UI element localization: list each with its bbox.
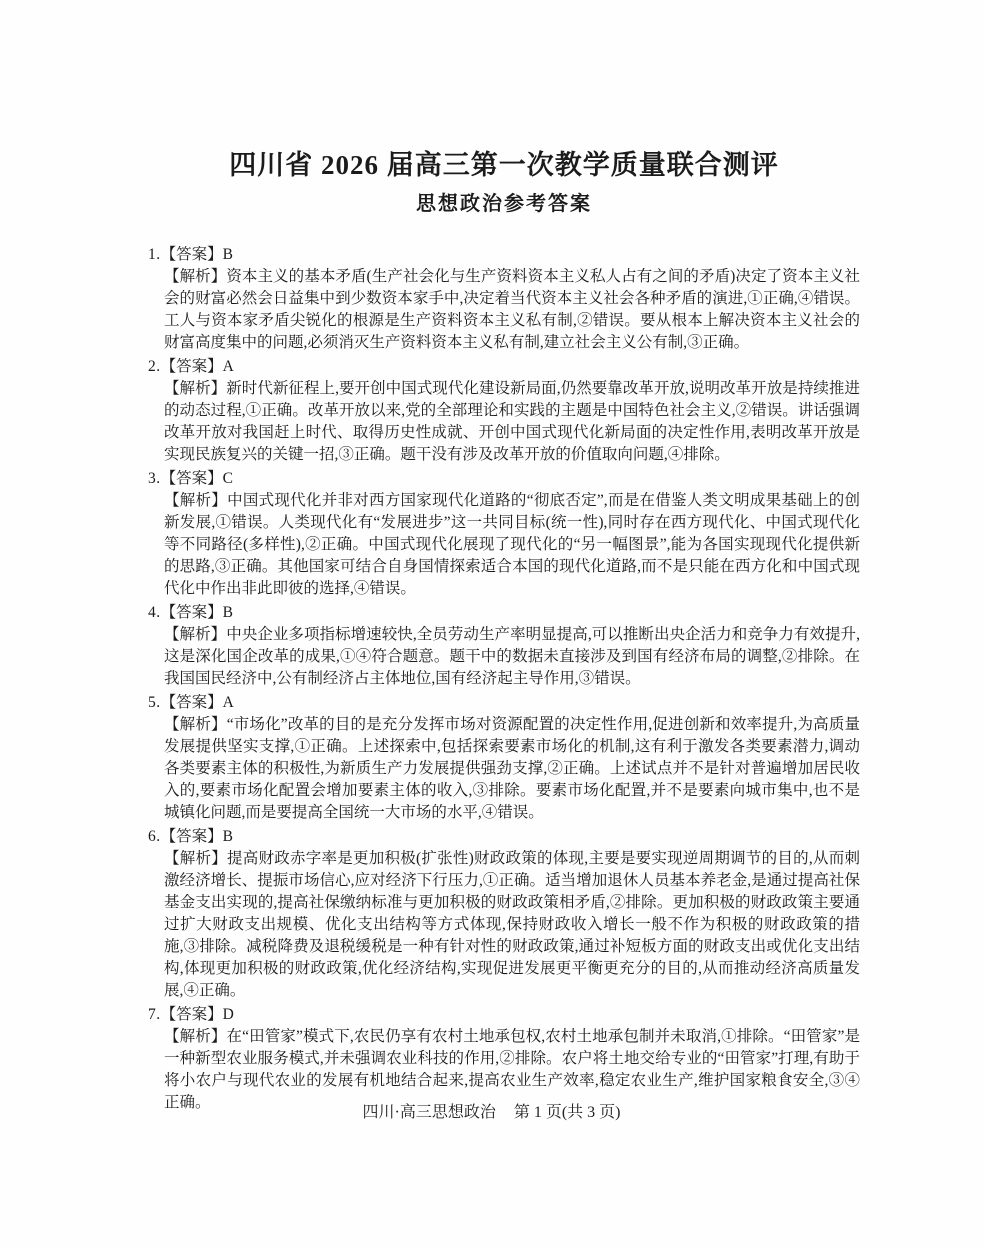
question-6 bbox=[148, 826, 860, 1002]
analysis-body: 新时代新征程上,要开创中国式现代化建设新局面,仍然要靠改革开放,说明改革开放是持续推进的动态过程,①正确。改革开放以来,党的全部理论和实践的主题是中国特色社会主义,②错误。讲话强调改革开放对我国赶上时代、取得历史性成就、开创中国式现代化新局面的决定性作用,表明改革开放是实现民族复兴的关键一招,③正确。题干没有涉及改革开放的价值取向问题,④排除。 bbox=[164, 380, 860, 463]
question-number: 6. bbox=[148, 828, 161, 845]
answer-line bbox=[148, 1004, 860, 1026]
analysis-body: 在“田管家”模式下,农民仍享有农村土地承包权,农村土地承包制并未取消,①排除。“田管家”是一种新型农业服务模式,并未强调农业科技的作用,②排除。农户将土地交给专业的“田管家”打理,有助于将小农户与现代农业的发展有机地结合起来,提高农业生产效率,稳定农业生产,维护国家粮食安全,③④正确。 bbox=[164, 1028, 860, 1111]
document-content bbox=[148, 146, 860, 1116]
question-number: 5. bbox=[148, 694, 161, 711]
analysis-label: 【解析】 bbox=[164, 1028, 227, 1045]
analysis-text bbox=[164, 624, 860, 690]
analysis-label: 【解析】 bbox=[164, 268, 227, 285]
analysis-label: 【解析】 bbox=[164, 850, 227, 867]
answer-label: 【答案】 bbox=[160, 604, 223, 621]
question-3 bbox=[148, 468, 860, 600]
analysis-label: 【解析】 bbox=[164, 716, 227, 733]
answer-label: 【答案】 bbox=[160, 470, 223, 487]
analysis-body: 提高财政赤字率是更加积极(扩张性)财政政策的体现,主要是要实现逆周期调节的目的,从而刺激经济增长、提振市场信心,应对经济下行压力,①正确。适当增加退休人员基本养老金,是通过提高社保基金支出实现的,提高社保缴纳标准与更加积极的财政政策相矛盾,②排除。更加积极的财政政策主要通过扩大财政支出规模、优化支出结构等方式体现,保持财政收入增长一般不作为积极的财政政策的措施,③排除。减税降费及退税缓税是一种有针对性的财政政策,通过补短板方面的财政支出或优化支出结构,体现更加积极的财政政策,优化经济结构,实现促进发展更平衡更充分的目的,从而推动经济高质量发展,④正确。 bbox=[164, 850, 860, 999]
answer-line bbox=[148, 356, 860, 378]
analysis-text bbox=[164, 848, 860, 1002]
document-subtitle: 思想政治参考答案 bbox=[416, 193, 592, 215]
question-number: 3. bbox=[148, 470, 161, 487]
question-4 bbox=[148, 602, 860, 690]
footer-exam-name: 四川·高三思想政治 bbox=[362, 1104, 496, 1121]
answer-line bbox=[148, 468, 860, 490]
analysis-text bbox=[164, 490, 860, 600]
answer-label: 【答案】 bbox=[160, 358, 223, 375]
answer-value: A bbox=[222, 358, 234, 375]
answer-value: B bbox=[222, 604, 233, 621]
answer-label: 【答案】 bbox=[160, 828, 223, 845]
analysis-text bbox=[164, 378, 860, 466]
analysis-body: 中央企业多项指标增速较快,全员劳动生产率明显提高,可以推断出央企活力和竞争力有效提升,这是深化国企改革的成果,①④符合题意。题干中的数据未直接涉及到国有经济布局的调整,②排除。在我国国民经济中,公有制经济占主体地位,国有经济起主导作用,③错误。 bbox=[164, 626, 860, 687]
page-footer bbox=[0, 1101, 983, 1125]
answer-value: D bbox=[222, 1006, 234, 1023]
question-number: 1. bbox=[148, 246, 161, 263]
answer-label: 【答案】 bbox=[160, 246, 223, 263]
question-number: 2. bbox=[148, 358, 161, 375]
question-number: 4. bbox=[148, 604, 161, 621]
analysis-text bbox=[164, 266, 860, 354]
answer-value: B bbox=[222, 828, 233, 845]
analysis-label: 【解析】 bbox=[164, 492, 228, 509]
analysis-body: 资本主义的基本矛盾(生产社会化与生产资料资本主义私人占有之间的矛盾)决定了资本主义社会的财富必然会日益集中到少数资本家手中,决定着当代资本主义社会各种矛盾的演进,①正确,④错误。工人与资本家矛盾尖锐化的根源是生产资料资本主义私有制,②错误。要从根本上解决资本主义社会的财富高度集中的问题,必须消灭生产资料资本主义私有制,建立社会主义公有制,③正确。 bbox=[164, 268, 860, 351]
answer-value: A bbox=[222, 694, 234, 711]
analysis-text bbox=[164, 714, 860, 824]
answer-line bbox=[148, 692, 860, 714]
question-number: 7. bbox=[148, 1006, 161, 1023]
analysis-body: 中国式现代化并非对西方国家现代化道路的“彻底否定”,而是在借鉴人类文明成果基础上的创新发展,①错误。人类现代化有“发展进步”这一共同目标(统一性),同时存在西方现代化、中国式现代化等不同路径(多样性),②正确。中国式现代化展现了现代化的“另一幅图景”,能为各国实现现代化提供新的思路,③正确。其他国家可结合自身国情探索适合本国的现代化道路,而不是只能在西方化和中国式现代化中作出非此即彼的选择,④错误。 bbox=[164, 492, 860, 597]
question-5 bbox=[148, 692, 860, 824]
footer-page-info: 第 1 页(共 3 页) bbox=[513, 1104, 621, 1121]
answer-value: C bbox=[222, 470, 233, 487]
analysis-label: 【解析】 bbox=[164, 380, 227, 397]
analysis-label: 【解析】 bbox=[164, 626, 227, 643]
question-1 bbox=[148, 244, 860, 354]
answer-line bbox=[148, 826, 860, 848]
answer-line bbox=[148, 602, 860, 624]
answer-label: 【答案】 bbox=[160, 694, 223, 711]
analysis-body: “市场化”改革的目的是充分发挥市场对资源配置的决定性作用,促进创新和效率提升,为高质量发展提供坚实支撑,①正确。上述探索中,包括探索要素市场化的机制,这有利于激发各类要素潜力,调动各类要素主体的积极性,为新质生产力发展提供强劲支撑,②正确。上述试点并不是针对普遍增加居民收入的,要素市场化配置会增加要素主体的收入,③排除。要素市场化配置,并不是要素向城市集中,也不是城镇化问题,而是要提高全国统一大市场的水平,④错误。 bbox=[164, 716, 860, 821]
answer-line bbox=[148, 244, 860, 266]
question-2 bbox=[148, 356, 860, 466]
document-title: 四川省 2026 届高三第一次教学质量联合测评 bbox=[229, 150, 779, 180]
answer-value: B bbox=[222, 246, 233, 263]
question-7 bbox=[148, 1004, 860, 1114]
answer-label: 【答案】 bbox=[160, 1006, 223, 1023]
